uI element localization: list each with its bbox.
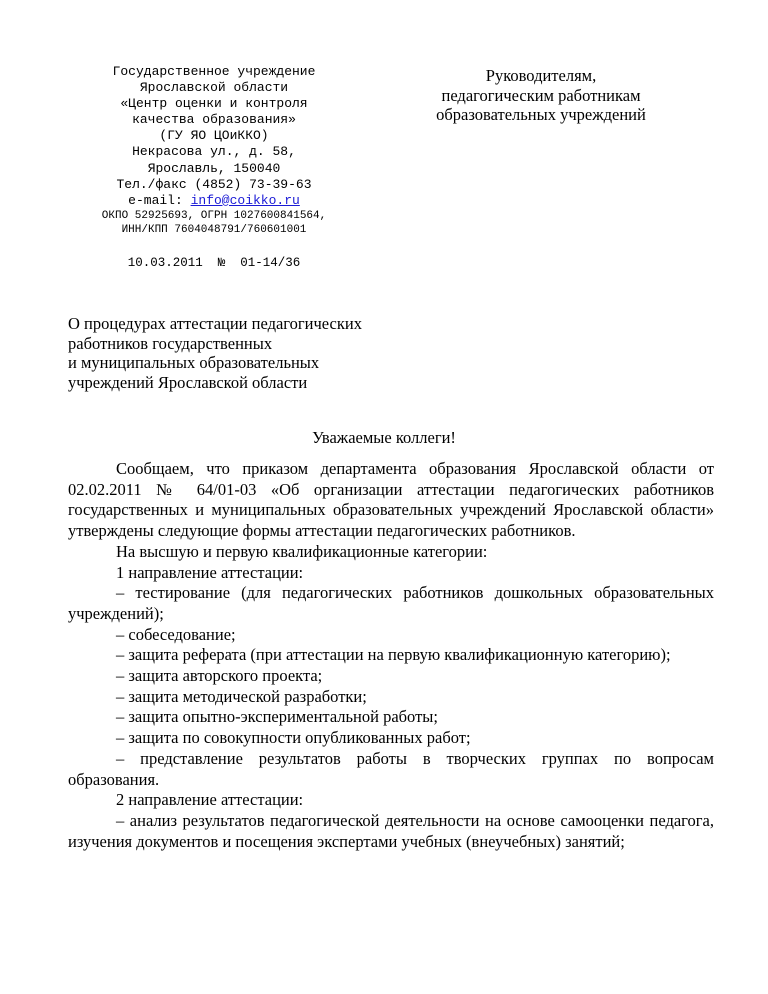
email-link[interactable]: info@coikko.ru bbox=[190, 192, 300, 208]
subject-line: и муниципальных образовательных bbox=[68, 353, 320, 372]
number-sign: № bbox=[217, 255, 226, 270]
sender-phone: Тел./факс (4852) 73-39-63 bbox=[116, 176, 312, 192]
document-reference bbox=[68, 255, 360, 271]
document-date: 10.03.2011 bbox=[127, 255, 203, 270]
letter-body bbox=[68, 459, 714, 852]
direction-heading: 1 направление аттестации: bbox=[116, 562, 304, 582]
subject-block bbox=[68, 314, 448, 392]
direction-heading: 2 направление аттестации: bbox=[116, 790, 304, 810]
sender-block bbox=[68, 64, 360, 271]
list-item: – защита реферата (при аттестации на первую квалификационную категорию); bbox=[116, 645, 671, 665]
sender-codes: ОКПО 52925693, ОГРН 1027600841564, bbox=[101, 209, 327, 222]
greeting: Уважаемые коллеги! bbox=[312, 428, 456, 447]
subject-line: О процедурах аттестации педагогических bbox=[68, 314, 362, 333]
body-paragraph: Сообщаем, что приказом департамента образования Ярославской области от 02.02.2011 № 64/01-03 «Об организации аттестации педагогических работников государственных и муниципальных образовательных учреждений Ярославской области» утверждены следующие формы аттестации педагогических работников. bbox=[68, 459, 714, 541]
sender-codes: ИНН/КПП 7604048791/760601001 bbox=[121, 223, 307, 236]
list-item: – защита методической разработки; bbox=[116, 686, 367, 706]
list-item: – защита опытно-экспериментальной работы; bbox=[116, 707, 438, 727]
sender-org-line: Государственное учреждение bbox=[112, 64, 316, 79]
sender-city: Ярославль, 150040 bbox=[147, 160, 281, 176]
recipient-line: педагогическим работникам bbox=[441, 85, 641, 105]
recipient-line: Руководителям, bbox=[485, 66, 597, 85]
list-item: – представление результатов работы в творческих группах по вопросам образования. bbox=[68, 748, 714, 789]
sender-abbrev: (ГУ ЯО ЦОиККО) bbox=[159, 128, 269, 144]
list-item: – анализ результатов педагогической деятельности на основе самооценки педагога, изучения документов и посещения экспертами учебных (внеучебных) занятий; bbox=[68, 810, 714, 851]
body-paragraph: На высшую и первую квалификационные категории: bbox=[116, 541, 488, 561]
sender-address: Некрасова ул., д. 58, bbox=[132, 144, 296, 160]
document-number: 01-14/36 bbox=[240, 255, 301, 270]
recipient-line: образовательных учреждений bbox=[436, 105, 646, 124]
list-item: – защита по совокупности опубликованных работ; bbox=[116, 728, 471, 748]
sender-org-line: Ярославской области bbox=[139, 80, 289, 96]
list-item: – защита авторского проекта; bbox=[116, 666, 323, 686]
list-item: – собеседование; bbox=[116, 624, 236, 644]
subject-line: учреждений Ярославской области bbox=[68, 372, 308, 392]
recipient-block bbox=[405, 66, 677, 125]
sender-email-line bbox=[68, 193, 360, 209]
email-label: e-mail: bbox=[128, 192, 191, 208]
subject-line: работников государственных bbox=[68, 333, 273, 353]
list-item: – тестирование (для педагогических работников дошкольных образовательных учреждений); bbox=[68, 583, 714, 623]
sender-org-line: «Центр оценки и контроля bbox=[120, 96, 308, 112]
sender-org-line: качества образования» bbox=[132, 112, 296, 128]
